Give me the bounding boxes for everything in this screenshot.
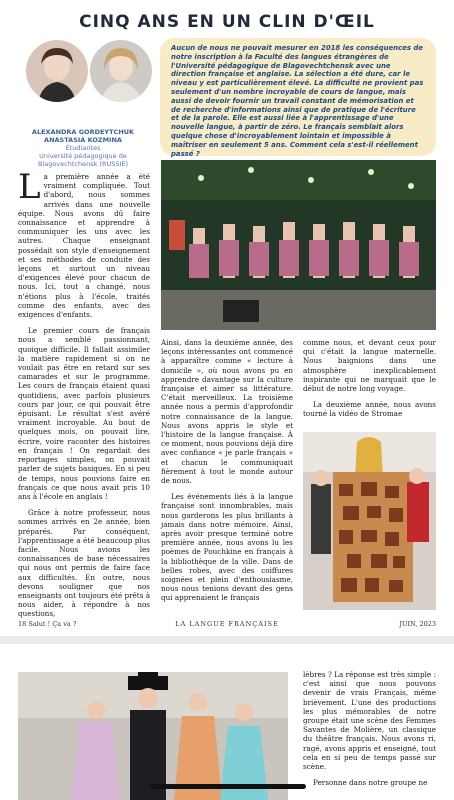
- author-avatar-2: [90, 40, 152, 102]
- author-avatar-1: [26, 40, 88, 102]
- intro-text: Aucun de nous ne pouvait mesurer en 2018 les conséquences de notre inscription à la Faculté des langues étrangères de l'Université pédagogique de Blagovechtchensk avec une direction française et anglaise. La sélection a été dure, car le niveau y est particulièrement élevé. La difficulté ne provient pas seulement d'un nombre incroyable de cours de langue, mais aussi de devoir fournir un travail constant de mémorisation et de recherche d'informations ainsi que de pratique de l'écriture et de la parole. Elle est aussi liée à l'apprentissage d'une nouvelle langue, à partir de zéro. Le français semblait alors quelque chose d'incroyablement lointain et impossible à maîtriser en seulement 5 ans. Comment cela s'est-il réellement passé ?: [171, 44, 424, 158]
- text-column-page2: [303, 670, 436, 800]
- col1-paragraph-3: Grâce à notre professeur, nous sommes arrivés en 2e année, bien préparés. Par conséquent, l'apprentissage a été beaucoup plus facile. Nous avions les connaissances de base nécessaires qui nous ont permis de faire face aux difficultés. En outre, nous devons souligner que nos enseignants ont toujours été prêts à nous aider, à répondre à nos questions,: [18, 508, 150, 619]
- text-column-1: [18, 167, 150, 619]
- theatre-photo: [18, 672, 288, 800]
- intro-box: [160, 38, 436, 156]
- text-column-3: [303, 338, 436, 428]
- col2-paragraph-1: Ainsi, dans la deuxième année, des leçons intéressantes ont commencé à apparaître comme « lecture à domicile », où nous avons pu en apprendre davantage sur la culture française et aimer sa littérature. C'était merveilleux. La troisième année nous a permis d'approfondir notre connaissance de la langue. Nous avons appris le style et l'histoire de la langue française. À ce moment, nous pouvions déjà dire avec confiance « je parle français » et chacun le communiquait fièrement à tout le monde autour de nous.: [161, 338, 293, 486]
- drop-cap: L: [18, 167, 41, 207]
- page2-paragraph-2: Personne dans notre groupe ne: [313, 778, 428, 788]
- author-names: ALEXANDRA GORDEYTCHUK ANASTASIA KOZMINA: [31, 128, 135, 144]
- magazine-page-next: [0, 644, 454, 800]
- footer-page-number: 18 Salut ! Ça va ?: [18, 620, 77, 628]
- col1-paragraph-2: Le premier cours de français nous a semblé passionnant, quoique difficile. Il fallait assimiler la matière rapidement si on ne voulait pas être en retard sur ses camarades et sur le programme. Les cours de français étaient quasi quotidiens, avec parfois plusieurs cours par jour, ce qui pouvait être épuisant. Le résultat s'est avéré vraiment incroyable. Au bout de quelques mois, on pouvait lire, écrire, voire raconter des histoires en français ! On regardait des reportages simples, on pouvait parler de sujets basiques. En si peu de temps, nous pouvions faire en français ce que nous avait pris 10 ans à l'école en anglais !: [18, 326, 150, 501]
- author-affiliation: Étudiantes Université pédagogique de Blagovechtchensk (RUSSIE): [37, 144, 129, 168]
- page2-paragraph-1: lèbres ? La réponse est très simple : c'est ainsi que nous pouvons devenir de vrais Français, même brièvement. L'une des productions les plus mémorables de notre groupe était une scène des Femmes Savantes de Molière, un classique du théâtre français. Nous avons ri, ragé, avons appris et enseigné, tout cela en si peu de temps passé sur scène.: [303, 670, 436, 772]
- col3-paragraph-1: comme nous, et devant ceux pour qui c'était la langue maternelle. Nous baignions dans une atmosphère inexplicablement inspirante qui ne marquait que le début de notre long voyage.: [303, 338, 436, 394]
- col1-paragraph-1: a première année a été vraiment compliquée. Tout d'abord, nous sommes arrivés dans une nouvelle équipe. Nous avons dû faire connaissance et apprendre à communiquer les uns avec les autres. Chaque enseignant possédait son style d'enseignement et ses méthodes de conduite des leçons et surtout un niveau d'exigences élevé pour chacun de nous. Ici, tout a changé, nous n'étions plus à l'école, traités comme des enfants, avec des exigences d'enfants.: [18, 172, 150, 320]
- article-title: CINQ ANS EN UN CLIN D'ŒIL: [79, 12, 375, 32]
- text-column-2: [161, 338, 293, 614]
- col3-paragraph-2: La deuxième année, nous avons tourné la vidéo de Stromae: [303, 400, 436, 419]
- home-indicator[interactable]: [150, 784, 306, 789]
- costume-photo: [303, 432, 436, 610]
- col2-paragraph-2: Les événements liés à la langue française sont innombrables, mais nous garderons les plus brillants à jamais dans notre mémoire. Ainsi, après avoir presque terminé notre première année, nous avons lu les poèmes de Pouchkine en français à la bibliothèque de la ville. Dans de belles robes, avec des coiffures soignées et plein d'enthousiasme, nous nous tenions devant des gens qui apprenaient le français: [161, 492, 293, 603]
- stage-photo: [161, 160, 436, 330]
- author-credits: [18, 128, 148, 168]
- footer-date: JUIN, 2023: [399, 620, 436, 628]
- footer-section: LA LANGUE FRANÇAISE: [175, 620, 279, 628]
